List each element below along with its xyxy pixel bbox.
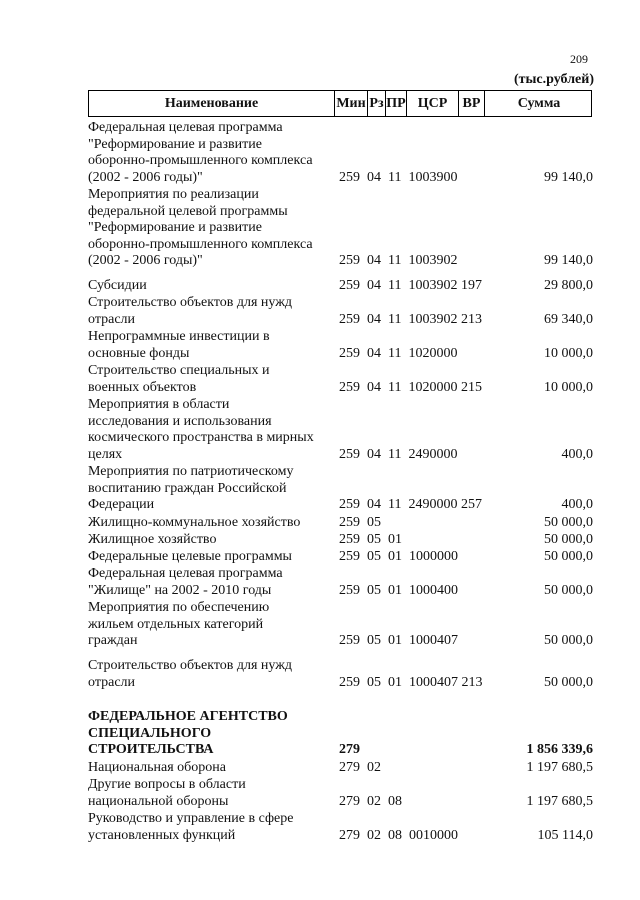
row-name: Жилищное хозяйство: [88, 532, 217, 547]
row-name: Мероприятия в области исследования и использования космического пространства в мирных целях: [88, 397, 314, 462]
row-name: Мероприятия по реализации федеральной целевой программы "Реформирование и развитие оборонно-промышленного комплекса (2002 - 2006 годы)": [88, 187, 313, 269]
row-code: 259 05 01 1000400: [339, 582, 458, 598]
row-code: 259 04 11 1003902 197: [339, 278, 482, 293]
row-amount: 69 340,0: [544, 311, 593, 327]
row-amount: 50 000,0: [544, 582, 593, 598]
row-amount: 1 197 680,5: [526, 760, 593, 775]
row-amount: 99 140,0: [544, 169, 593, 185]
row-name: Строительство объектов для нужд отрасли: [88, 295, 293, 327]
row-code: 259 05 01 1000000: [339, 549, 458, 564]
row-code: 259 04 11 1020000 215: [339, 379, 482, 395]
row-code: 279 02: [339, 760, 381, 775]
row-name: Другие вопросы в области национальной обороны: [88, 777, 246, 809]
row-amount: 50 000,0: [544, 532, 593, 547]
row-amount: 400,0: [561, 497, 593, 513]
row-code: 259 05 01: [339, 532, 402, 547]
row-name: Федеральные целевые программы: [88, 549, 292, 564]
row-name: Федеральная целевая программа "Реформирование и развитие оборонно-промышленного комплекса (2002 - 2006 годы)": [88, 120, 313, 185]
row-code: 259 05 01 1000407: [339, 633, 458, 649]
row-amount: 50 000,0: [544, 549, 593, 564]
row-code: 259 04 11 1020000: [339, 345, 458, 361]
row-code: 259 05 01 1000407 213: [339, 674, 483, 690]
row-amount: 1 197 680,5: [526, 793, 593, 809]
row-name: Федеральная целевая программа "Жилище" на 2002 - 2010 годы: [88, 566, 283, 598]
row-name: Субсидии: [88, 278, 147, 293]
row-name: ФЕДЕРАЛЬНОЕ АГЕНТСТВО СПЕЦИАЛЬНОГО СТРОИТЕЛЬСТВА: [88, 709, 288, 758]
row-code: 259 05: [339, 515, 381, 530]
row-amount: 29 800,0: [544, 278, 593, 293]
row-name: Руководство и управление в сфере установленных функций: [88, 811, 294, 843]
units-label: (тыс.рублей): [513, 72, 594, 87]
row-amount: 99 140,0: [544, 253, 593, 269]
row-name: Национальная оборона: [88, 760, 226, 775]
header-csr: ЦСР: [406, 91, 458, 116]
row-amount: 10 000,0: [544, 379, 593, 395]
row-name: Непрограммные инвестиции в основные фонды: [88, 329, 270, 361]
page-number: 209: [570, 52, 588, 66]
row-amount: 50 000,0: [544, 515, 593, 530]
row-name: Жилищно-коммунальное хозяйство: [88, 515, 301, 530]
row-amount: 105 114,0: [537, 827, 593, 843]
row-code: 259 04 11 1003902 213: [339, 311, 482, 327]
row-code: 279: [339, 742, 360, 758]
row-code: 259 04 11 1003902: [339, 253, 458, 269]
row-code: 259 04 11 2490000 257: [339, 497, 482, 513]
row-amount: 10 000,0: [544, 345, 593, 361]
header-vr: ВР: [458, 91, 484, 116]
row-code: 259 04 11 1003900: [339, 169, 458, 185]
header-pr: ПР: [385, 91, 406, 116]
row-code: 259 04 11 2490000: [339, 446, 458, 462]
row-name: Мероприятия по патриотическому воспитанию граждан Российской Федерации: [88, 464, 294, 513]
row-amount: 1 856 339,6: [526, 742, 593, 758]
row-amount: 50 000,0: [544, 633, 593, 649]
row-amount: 400,0: [561, 446, 593, 462]
row-name: Строительство специальных и военных объектов: [88, 363, 270, 395]
header-name: Наименование: [164, 96, 259, 111]
row-name: Строительство объектов для нужд отрасли: [88, 658, 293, 690]
row-amount: 50 000,0: [544, 674, 593, 690]
row-name: Мероприятия по обеспечению жильем отдельных категорий граждан: [88, 600, 270, 649]
header-rz: Рз: [367, 91, 385, 116]
row-code: 279 02 08 0010000: [339, 827, 458, 843]
header-min: Мин: [334, 91, 367, 116]
header-sum: Сумма: [484, 91, 593, 116]
row-code: 279 02 08: [339, 793, 402, 809]
